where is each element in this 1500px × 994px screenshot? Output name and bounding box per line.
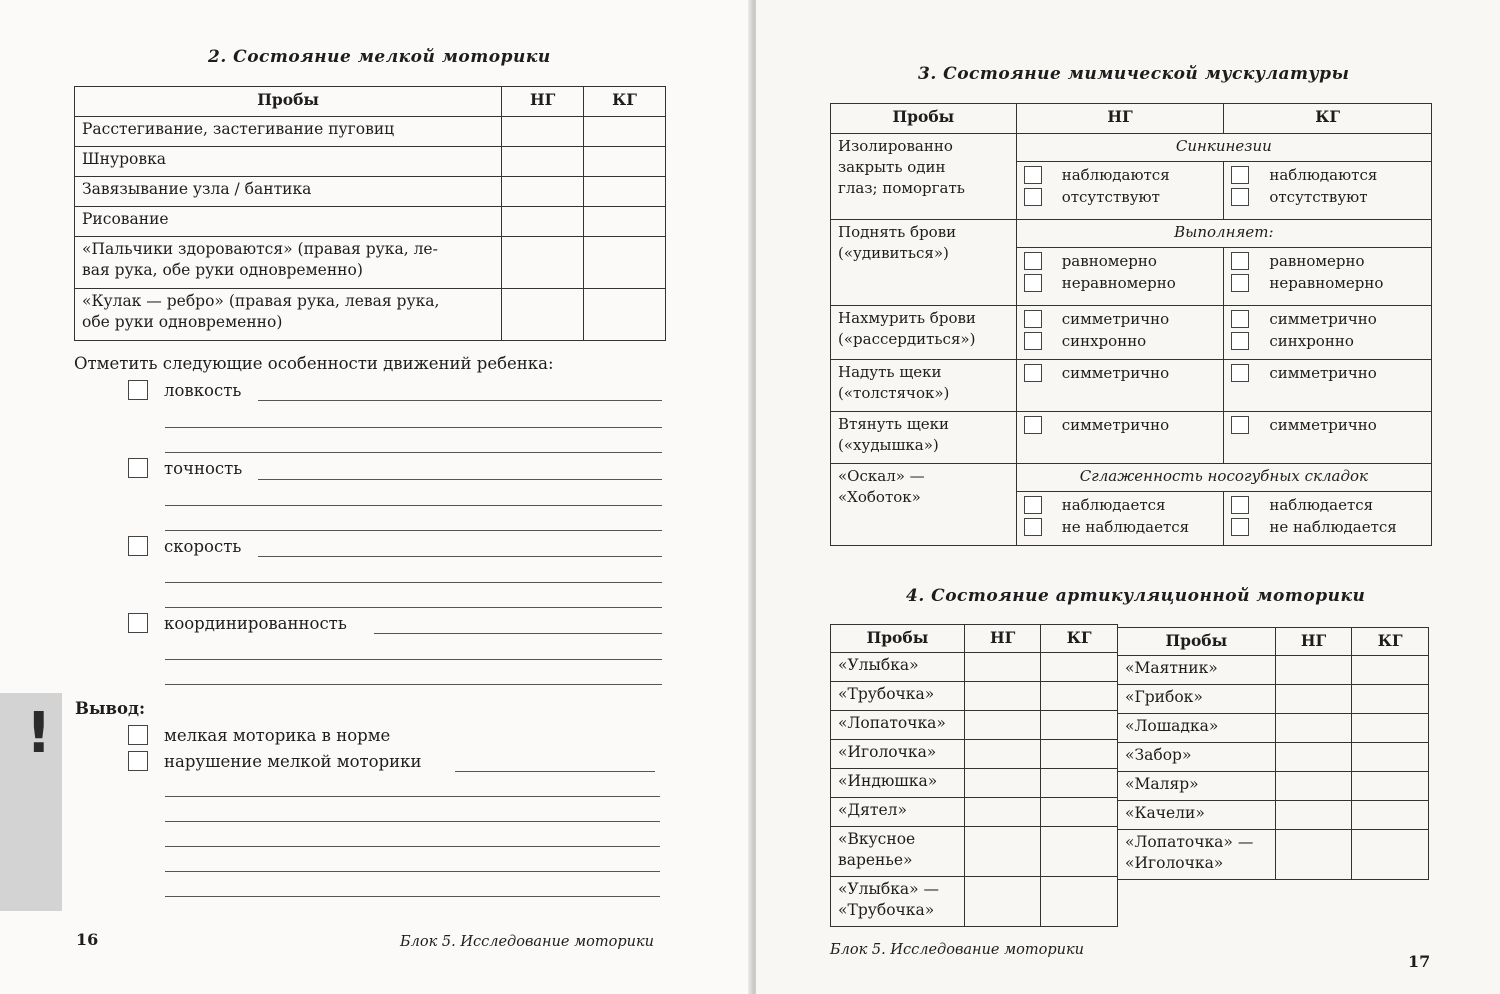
option-checkbox[interactable] bbox=[1231, 166, 1249, 184]
ng-options: наблюдается не наблюдается bbox=[1016, 492, 1224, 546]
header-probes: Пробы bbox=[831, 104, 1017, 134]
ng-options: наблюдаются отсутствуют bbox=[1016, 162, 1224, 220]
option-checkbox[interactable] bbox=[1024, 518, 1042, 536]
header-kg: КГ bbox=[1041, 625, 1118, 653]
header-ng: НГ bbox=[1275, 628, 1352, 656]
articulation-table-right bbox=[1117, 627, 1429, 880]
table-row: «Индюшка» bbox=[831, 769, 965, 798]
answer-line[interactable] bbox=[374, 633, 662, 634]
answer-line[interactable] bbox=[165, 684, 662, 685]
table-row: «Иголочка» bbox=[831, 740, 965, 769]
kg-options: симметрично bbox=[1224, 412, 1432, 464]
answer-line[interactable] bbox=[165, 821, 660, 822]
kg-options: симметрично bbox=[1224, 360, 1432, 412]
header-probes: Пробы bbox=[831, 625, 965, 653]
ng-options: симметрично bbox=[1016, 412, 1224, 464]
answer-line[interactable] bbox=[165, 871, 660, 872]
normal-checkbox[interactable] bbox=[128, 725, 148, 745]
subheader-synkinesis: Синкинезии bbox=[1016, 134, 1431, 162]
kg-options: симметрично синхронно bbox=[1224, 306, 1432, 360]
running-footer: Блок 5. Исследование моторики bbox=[830, 942, 1084, 958]
attention-marker bbox=[0, 693, 62, 911]
mimic-muscles-table bbox=[830, 103, 1432, 546]
exclamation-icon: ! bbox=[26, 701, 52, 766]
table-row: «Маятник» bbox=[1118, 656, 1276, 685]
answer-line[interactable] bbox=[165, 427, 662, 428]
answer-line[interactable] bbox=[165, 582, 662, 583]
header-kg: КГ bbox=[1224, 104, 1432, 134]
answer-line[interactable] bbox=[165, 530, 662, 531]
ng-options: симметрично bbox=[1016, 360, 1224, 412]
table-row: «Дятел» bbox=[831, 798, 965, 827]
probe-isolated-eye: Изолированно закрыть один глаз; поморгать bbox=[831, 134, 1017, 220]
feature-coordination bbox=[128, 613, 347, 633]
table-row: Шнуровка bbox=[75, 147, 502, 177]
table-row: «Лопаточка» — «Иголочка» bbox=[1118, 830, 1276, 880]
disorder-checkbox[interactable] bbox=[128, 751, 148, 771]
fine-motor-table bbox=[74, 86, 666, 341]
probe-frown: Нахмурить брови («рассердиться») bbox=[831, 306, 1017, 360]
option-checkbox[interactable] bbox=[1231, 496, 1249, 514]
option-checkbox[interactable] bbox=[1024, 252, 1042, 270]
option-checkbox[interactable] bbox=[1231, 310, 1249, 328]
subheader-nasolabial: Сглаженность носогубных складок bbox=[1016, 464, 1431, 492]
table-row: «Лошадка» bbox=[1118, 714, 1276, 743]
header-kg: КГ bbox=[584, 87, 666, 117]
answer-line[interactable] bbox=[165, 896, 660, 897]
conclusion-normal bbox=[128, 725, 390, 745]
table-row: «Маляр» bbox=[1118, 772, 1276, 801]
feature-label: ловкость bbox=[164, 380, 242, 400]
header-ng: НГ bbox=[964, 625, 1041, 653]
feature-label: точность bbox=[164, 458, 243, 478]
feature-dexterity bbox=[128, 380, 241, 400]
answer-line[interactable] bbox=[455, 771, 655, 772]
option-checkbox[interactable] bbox=[1231, 518, 1249, 536]
table-row: Рисование bbox=[75, 207, 502, 237]
table-row: Завязывание узла / бантика bbox=[75, 177, 502, 207]
table-row: «Трубочка» bbox=[831, 682, 965, 711]
header-probes: Пробы bbox=[75, 87, 502, 117]
feature-speed bbox=[128, 536, 241, 556]
table-row: Расстегивание, застегивание пуговиц bbox=[75, 117, 502, 147]
running-footer: Блок 5. Исследование моторики bbox=[400, 934, 654, 950]
option-checkbox[interactable] bbox=[1024, 332, 1042, 350]
accuracy-checkbox[interactable] bbox=[128, 458, 148, 478]
conclusion-label: Вывод: bbox=[75, 699, 146, 718]
feature-accuracy bbox=[128, 458, 242, 478]
header-kg: КГ bbox=[1352, 628, 1429, 656]
table-row: «Забор» bbox=[1118, 743, 1276, 772]
articulation-title: 4. Состояние артикуляционной моторики bbox=[906, 586, 1366, 606]
answer-line[interactable] bbox=[165, 796, 660, 797]
table-row: «Пальчики здороваются» (правая рука, ле- вая рука, обе руки одновременно) bbox=[75, 237, 502, 289]
dexterity-checkbox[interactable] bbox=[128, 380, 148, 400]
option-checkbox[interactable] bbox=[1024, 310, 1042, 328]
header-probes: Пробы bbox=[1118, 628, 1276, 656]
option-checkbox[interactable] bbox=[1231, 332, 1249, 350]
answer-line[interactable] bbox=[165, 659, 662, 660]
feature-label: координированность bbox=[164, 613, 347, 633]
kg-options: наблюдаются отсутствуют bbox=[1224, 162, 1432, 220]
answer-line[interactable] bbox=[258, 556, 662, 557]
option-checkbox[interactable] bbox=[1231, 364, 1249, 382]
option-checkbox[interactable] bbox=[1024, 416, 1042, 434]
table-row: «Кулак — ребро» (правая рука, левая рука, обе руки одновременно) bbox=[75, 289, 502, 341]
page-number: 16 bbox=[76, 930, 99, 949]
page-number: 17 bbox=[1408, 952, 1431, 971]
speed-checkbox[interactable] bbox=[128, 536, 148, 556]
option-checkbox[interactable] bbox=[1231, 416, 1249, 434]
table-row: «Улыбка» — «Трубочка» bbox=[831, 877, 965, 927]
coordination-checkbox[interactable] bbox=[128, 613, 148, 633]
feature-label: скорость bbox=[164, 536, 242, 556]
features-intro: Отметить следующие особенности движений ребенка: bbox=[74, 354, 554, 373]
answer-line[interactable] bbox=[165, 505, 662, 506]
table-row: «Грибок» bbox=[1118, 685, 1276, 714]
option-checkbox[interactable] bbox=[1231, 188, 1249, 206]
header-ng: НГ bbox=[1016, 104, 1224, 134]
table-row: «Лопаточка» bbox=[831, 711, 965, 740]
table-row: «Вкусное варенье» bbox=[831, 827, 965, 877]
ng-options: симметрично синхронно bbox=[1016, 306, 1224, 360]
header-ng: НГ bbox=[502, 87, 584, 117]
conclusion-option-label: нарушение мелкой моторики bbox=[164, 751, 422, 771]
right-page bbox=[756, 0, 1500, 994]
kg-options: равномерно неравномерно bbox=[1224, 248, 1432, 306]
probe-suck-cheeks: Втянуть щеки («худышка») bbox=[831, 412, 1017, 464]
probe-raise-brows: Поднять брови («удивиться») bbox=[831, 220, 1017, 306]
kg-options: наблюдается не наблюдается bbox=[1224, 492, 1432, 546]
option-checkbox[interactable] bbox=[1231, 252, 1249, 270]
mimic-muscles-title: 3. Состояние мимической мускулатуры bbox=[918, 64, 1350, 84]
subheader-performs: Выполняет: bbox=[1016, 220, 1431, 248]
articulation-table-left bbox=[830, 624, 1118, 927]
answer-line[interactable] bbox=[258, 479, 662, 480]
probe-puff-cheeks: Надуть щеки («толстячок») bbox=[831, 360, 1017, 412]
option-checkbox[interactable] bbox=[1024, 166, 1042, 184]
answer-line[interactable] bbox=[165, 452, 662, 453]
fine-motor-title: 2. Состояние мелкой моторики bbox=[208, 47, 551, 67]
conclusion-disorder bbox=[128, 751, 421, 771]
answer-line[interactable] bbox=[165, 846, 660, 847]
option-checkbox[interactable] bbox=[1024, 274, 1042, 292]
answer-line[interactable] bbox=[258, 400, 662, 401]
probe-grin-proboscis: «Оскал» — «Хоботок» bbox=[831, 464, 1017, 546]
conclusion-option-label: мелкая моторика в норме bbox=[164, 725, 391, 745]
option-checkbox[interactable] bbox=[1024, 188, 1042, 206]
table-row: «Качели» bbox=[1118, 801, 1276, 830]
ng-options: равномерно неравномерно bbox=[1016, 248, 1224, 306]
answer-line[interactable] bbox=[165, 607, 662, 608]
option-checkbox[interactable] bbox=[1231, 274, 1249, 292]
option-checkbox[interactable] bbox=[1024, 496, 1042, 514]
option-checkbox[interactable] bbox=[1024, 364, 1042, 382]
table-row: «Улыбка» bbox=[831, 653, 965, 682]
